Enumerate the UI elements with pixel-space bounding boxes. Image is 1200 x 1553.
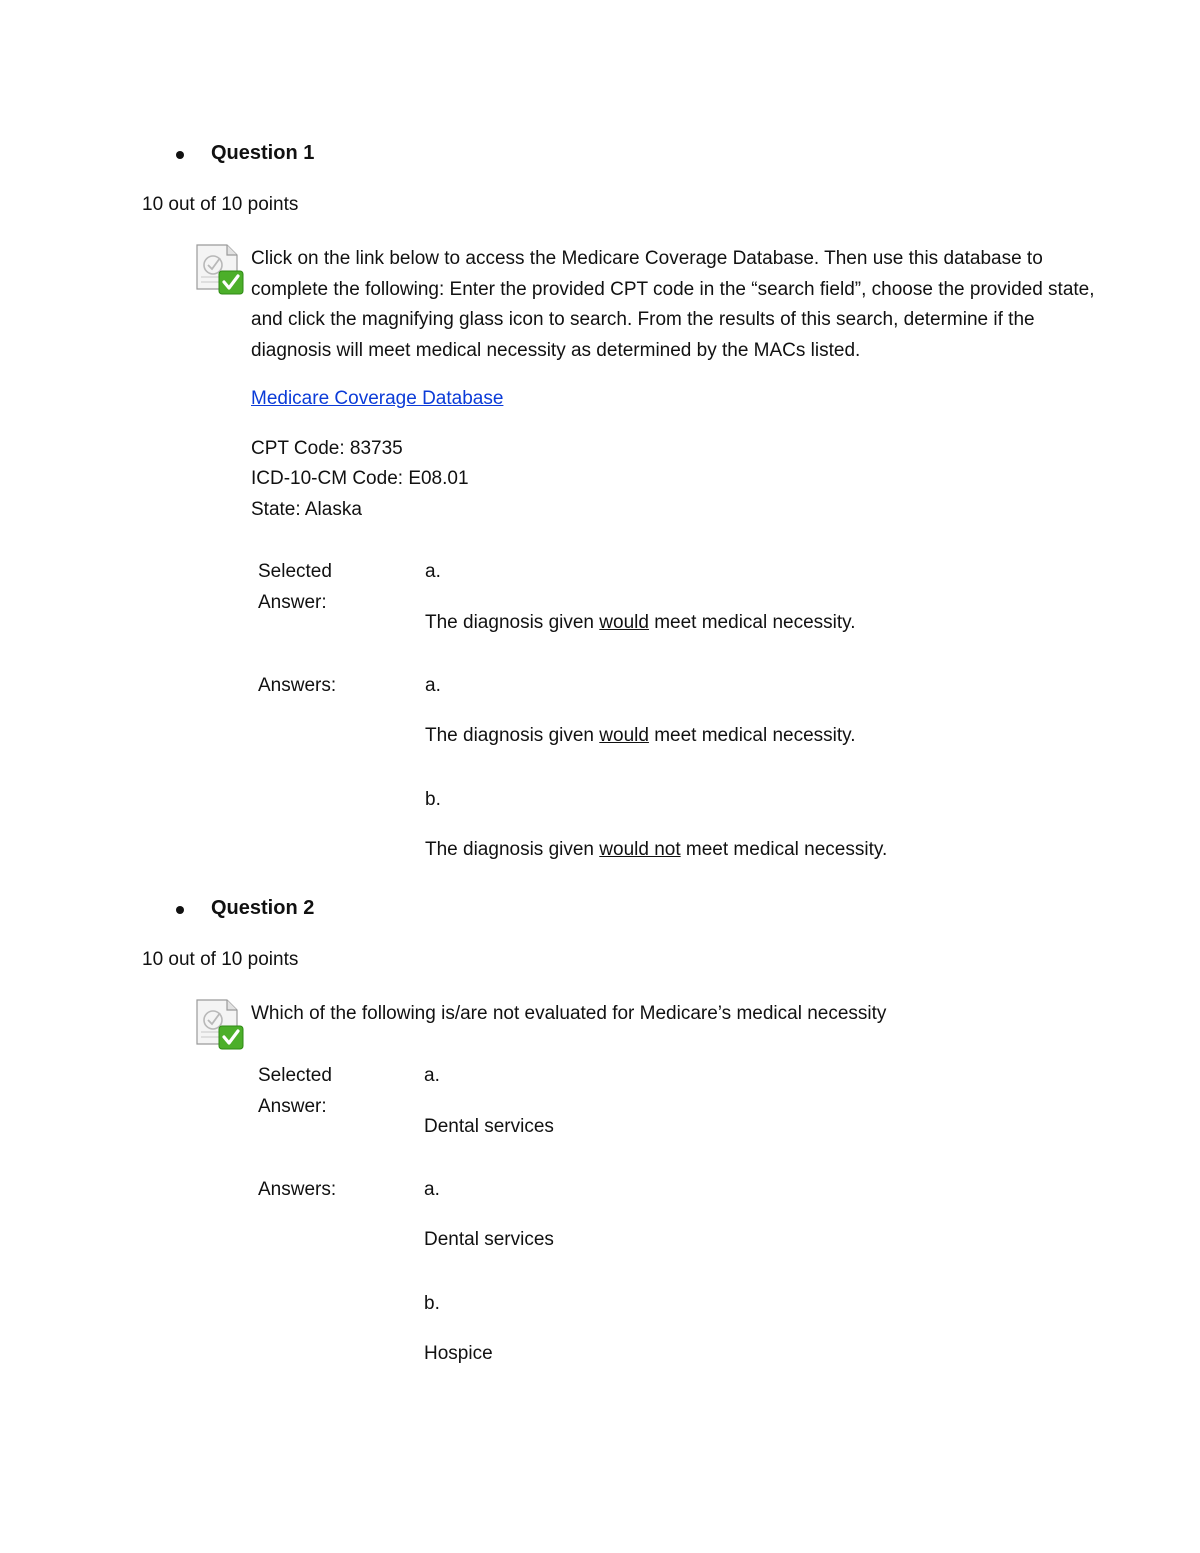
question-1-points: 10 out of 10 points xyxy=(142,194,299,215)
answer-a-text: Dental services xyxy=(424,1229,554,1250)
answer-b-letter: b. xyxy=(424,1293,440,1314)
selected-answer-label: Selected xyxy=(258,561,332,582)
answers-label: Answers: xyxy=(258,1179,337,1200)
answer-b-text: The diagnosis given would not meet medical necessity. xyxy=(425,839,888,860)
answer-b-letter: b. xyxy=(425,789,441,810)
selected-answer-text: The diagnosis given would meet medical necessity. xyxy=(425,612,856,633)
answer-a-letter: a. xyxy=(424,1179,440,1200)
question-1-title: Question 1 xyxy=(211,142,315,164)
answers-label: Answers: xyxy=(258,675,337,696)
question-1-prompt: Click on the link below to access the Medicare Coverage Database. Then use this database to complete the following: Enter the provided CPT code in the “search field”, choose the provided state, and click the magnifying glass icon to search. From the results of this search, determine if the diagnosis will meet medical necessity as determined by the MACs listed. xyxy=(251,248,1095,361)
answer-a-letter: a. xyxy=(425,675,441,696)
selected-answer-label-2: Answer: xyxy=(258,1096,327,1117)
question-2-points: 10 out of 10 points xyxy=(142,949,299,970)
question-2-title: Question 2 xyxy=(211,897,315,919)
selected-answer-letter: a. xyxy=(424,1065,440,1086)
icd-code-line: ICD-10-CM Code: E08.01 xyxy=(251,468,469,489)
question-2-prompt: Which of the following is/are not evaluated for Medicare’s medical necessity xyxy=(251,1003,887,1024)
answer-a-text: The diagnosis given would meet medical necessity. xyxy=(425,725,856,746)
medicare-coverage-database-link[interactable]: Medicare Coverage Database xyxy=(251,388,504,409)
state-line: State: Alaska xyxy=(251,499,362,520)
question-1-bullet xyxy=(176,151,184,159)
selected-answer-text: Dental services xyxy=(424,1116,554,1137)
correct-answer-icon xyxy=(193,241,245,295)
selected-answer-label-2: Answer: xyxy=(258,592,327,613)
selected-answer-label: Selected xyxy=(258,1065,332,1086)
question-2-bullet xyxy=(176,906,184,914)
cpt-code-line: CPT Code: 83735 xyxy=(251,438,403,459)
answer-b-text: Hospice xyxy=(424,1343,493,1364)
correct-answer-icon xyxy=(193,996,245,1050)
selected-answer-letter: a. xyxy=(425,561,441,582)
